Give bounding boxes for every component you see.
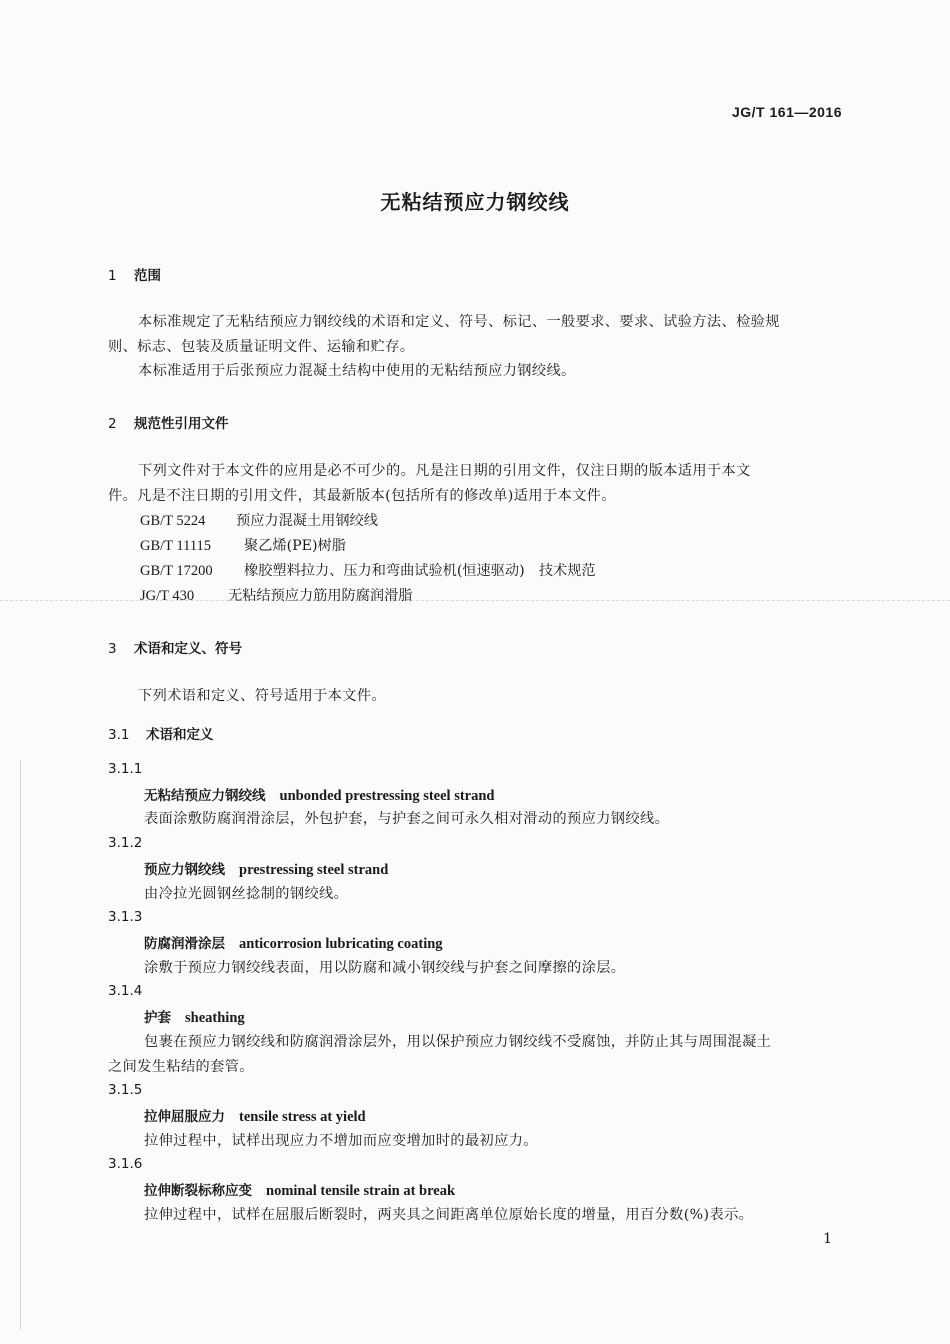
term-en: anticorrosion lubricating coating — [239, 936, 443, 952]
page-number: 1 — [823, 1231, 832, 1247]
section-number: 2 — [108, 416, 117, 432]
section-1-para-1b: 则、标志、包装及质量证明文件、运输和贮存。 — [108, 339, 415, 355]
reference-code: JG/T 430 — [140, 588, 195, 604]
term-number: 3.1.2 — [108, 835, 143, 851]
reference-code: GB/T 5224 — [140, 513, 206, 529]
term-en: nominal tensile strain at break — [266, 1183, 456, 1199]
section-1-para-2: 本标准适用于后张预应力混凝土结构中使用的无粘结预应力钢绞线。 — [138, 363, 576, 379]
term-number: 3.1.6 — [108, 1156, 143, 1172]
term-number: 3.1.5 — [108, 1082, 143, 1098]
term-zh: 防腐润滑涂层 — [144, 936, 225, 952]
section-1-heading — [108, 264, 161, 284]
section-3-para-1: 下列术语和定义、符号适用于本文件。 — [138, 688, 386, 704]
term-definition: 拉伸过程中，试样出现应力不增加而应变增加时的最初应力。 — [144, 1133, 538, 1149]
reference-item — [140, 535, 346, 555]
subsection-3-1-heading — [108, 723, 214, 743]
term-definition: 包裹在预应力钢绞线和防腐润滑涂层外，用以保护预应力钢绞线不受腐蚀，并防止其与周围混凝土 — [144, 1034, 772, 1050]
term-definition-continued: 之间发生粘结的套管。 — [108, 1059, 254, 1075]
term-number: 3.1.4 — [108, 983, 143, 999]
section-title: 范围 — [134, 268, 161, 284]
section-3-heading — [108, 637, 242, 657]
subsection-number: 3.1 — [108, 727, 130, 743]
term-zh: 预应力钢绞线 — [144, 862, 225, 878]
subsection-title: 术语和定义 — [146, 727, 214, 743]
term-en: prestressing steel strand — [239, 862, 389, 878]
term-zh: 护套 — [144, 1010, 171, 1026]
document-title: 无粘结预应力钢绞线 — [380, 190, 570, 214]
reference-name: 无粘结预应力筋用防腐润滑脂 — [228, 588, 413, 604]
section-1-para-1a: 本标准规定了无粘结预应力钢绞线的术语和定义、符号、标记、一般要求、要求、试验方法、检验规 — [138, 314, 780, 330]
term-zh: 拉伸屈服应力 — [144, 1109, 225, 1125]
term-number: 3.1.1 — [108, 761, 143, 777]
term-definition: 表面涂敷防腐润滑涂层，外包护套，与护套之间可永久相对滑动的预应力钢绞线。 — [144, 811, 670, 827]
section-title: 规范性引用文件 — [134, 416, 229, 432]
term-heading — [144, 1105, 366, 1126]
reference-item — [140, 585, 412, 605]
term-number: 3.1.3 — [108, 909, 143, 925]
term-heading — [144, 858, 388, 879]
section-2-para-1a: 下列文件对于本文件的应用是必不可少的。凡是注日期的引用文件，仅注日期的版本适用于本文 — [138, 463, 751, 479]
reference-name: 预应力混凝土用钢绞线 — [236, 513, 378, 529]
term-heading — [144, 1179, 455, 1200]
section-2-para-1b: 件。凡是不注日期的引用文件，其最新版本(包括所有的修改单)适用于本文件。 — [108, 488, 616, 504]
reference-item — [140, 510, 378, 530]
term-en: sheathing — [185, 1010, 245, 1026]
reference-code: GB/T 17200 — [140, 563, 213, 579]
term-definition: 由冷拉光圆钢丝捻制的钢绞线。 — [144, 886, 349, 902]
reference-name: 聚乙烯(PE)树脂 — [244, 538, 346, 554]
standard-code: JG/T 161—2016 — [731, 104, 842, 120]
term-definition: 涂敷于预应力钢绞线表面，用以防腐和减小钢绞线与护套之间摩擦的涂层。 — [144, 960, 626, 976]
section-number: 3 — [108, 641, 117, 657]
term-heading — [144, 784, 495, 805]
term-heading — [144, 932, 443, 953]
term-zh: 拉伸断裂标称应变 — [144, 1183, 252, 1199]
reference-name: 橡胶塑料拉力、压力和弯曲试验机(恒速驱动) 技术规范 — [244, 563, 596, 579]
term-definition: 拉伸过程中，试样在屈服后断裂时，两夹具之间距离单位原始长度的增量，用百分数(%)表示。 — [144, 1207, 754, 1223]
section-title: 术语和定义、符号 — [134, 641, 242, 657]
term-en: tensile stress at yield — [239, 1109, 366, 1125]
reference-code: GB/T 11115 — [140, 538, 212, 554]
reference-item — [140, 560, 596, 580]
term-zh: 无粘结预应力钢绞线 — [144, 788, 266, 804]
binding-line — [20, 760, 21, 1330]
term-en: unbonded prestressing steel strand — [279, 788, 495, 804]
term-heading — [144, 1006, 245, 1027]
section-number: 1 — [108, 268, 117, 284]
section-2-heading — [108, 412, 229, 432]
